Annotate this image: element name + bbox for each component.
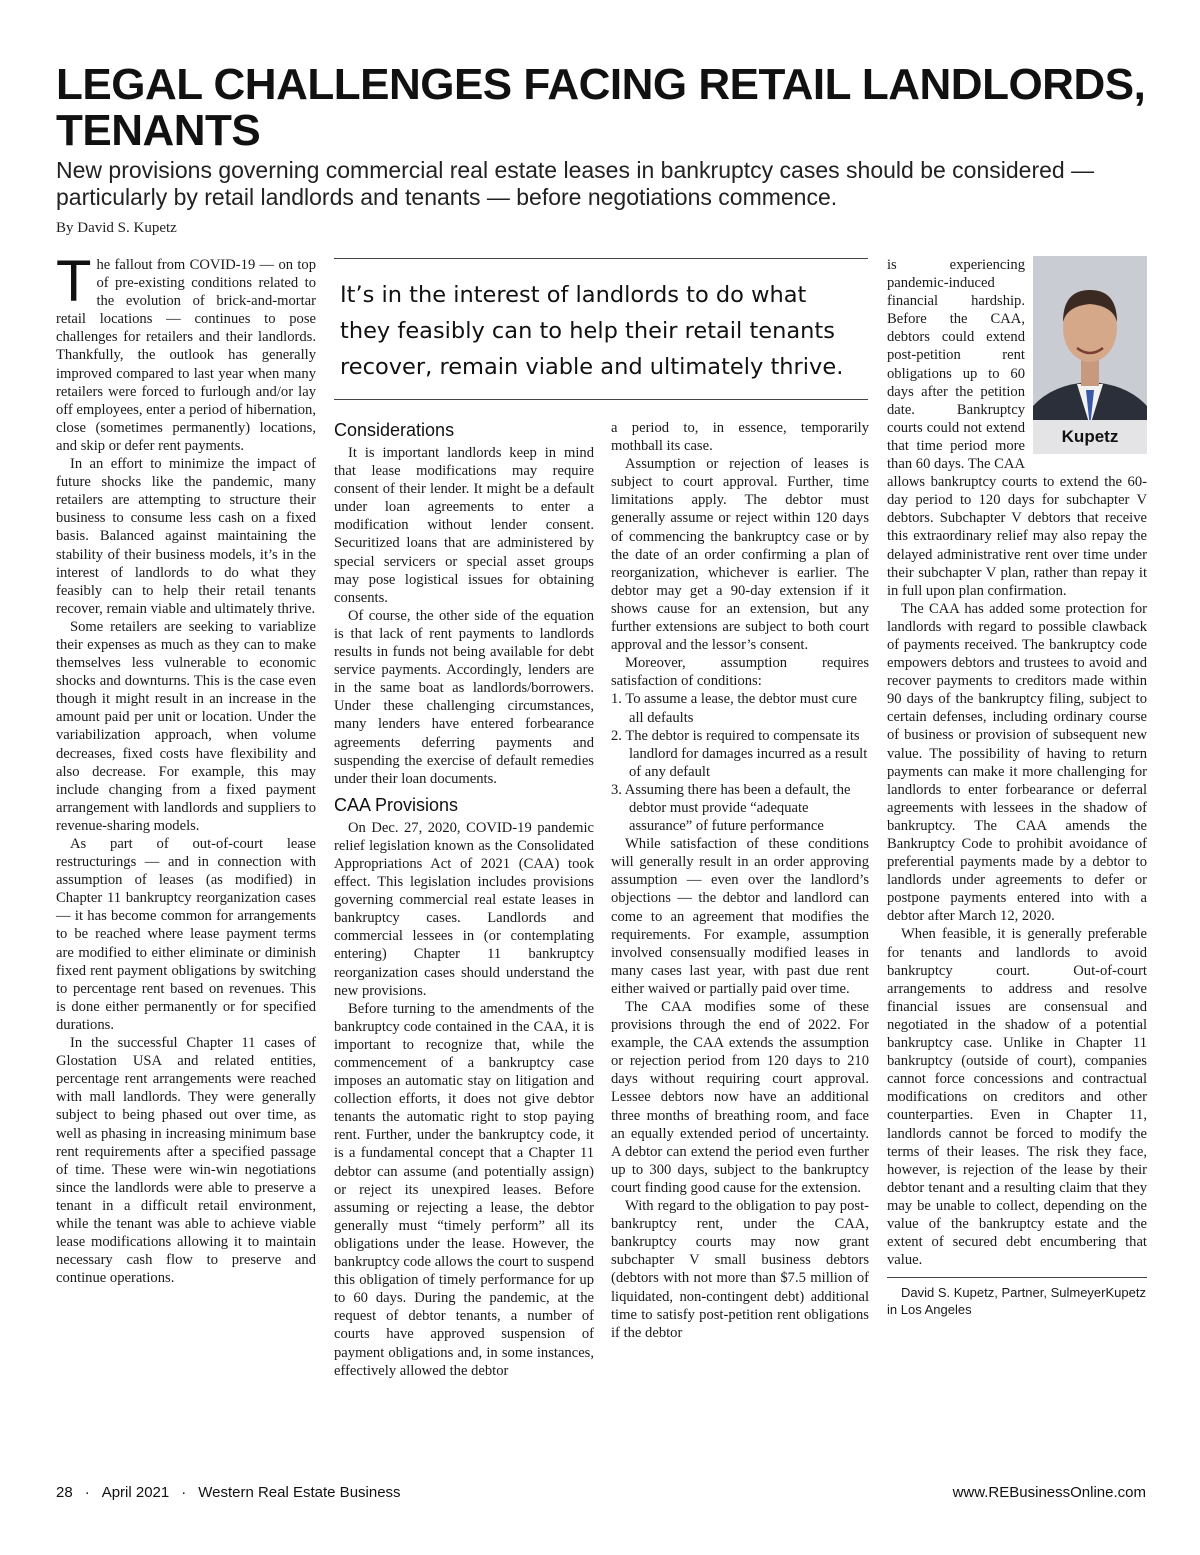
column-2	[334, 419, 594, 1380]
paragraph: The fallout from COVID-19 — on top of pre-existing conditions related to the evolution of brick-and-mortar retail locations — continues to pose challenges for retailers and their landlords. Thankfully, the outlook has generally improved compared to last year when many retailers were forced to furlough and/or lay off employees, enter a period of hibernation, close (sometimes permanently) locations, and skip or defer rent payments.	[56, 249, 316, 454]
pull-quote-text: It’s in the interest of landlords to do what they feasibly can to help their retail tenants recover, remain viable and ultimately thrive.	[340, 282, 844, 380]
publication-name: Western Real Estate Business	[198, 1484, 401, 1501]
paragraph: On Dec. 27, 2020, COVID-19 pandemic relief legislation known as the Consolidated Appropriations Act of 2021 (CAA) took effect. This legislation includes provisions governing commercial real estate leases in bankruptcy cases. Landlords and commercial lessees in (or contemplating entering) Chapter 11 bankruptcy reorganization cases should understand the new provisions.	[334, 819, 594, 999]
byline: By David S. Kupetz	[56, 220, 177, 236]
author-bio: David S. Kupetz, Partner, SulmeyerKupetz in Los Angeles	[887, 1285, 1146, 1318]
divider	[887, 1277, 1147, 1278]
footer-left: 28 · April 2021 · Western Real Estate Business	[56, 1484, 401, 1501]
pull-quote	[334, 258, 868, 400]
conditions-list	[611, 690, 869, 835]
list-item: 2. The debtor is required to compensate its landlord for damages incurred as a result of any default	[611, 727, 868, 780]
paragraph: It is important landlords keep in mind that lease modifications may require consent of their lender. It might be a default under loan agreements to enter a modification without lender consent. Securitized loans that are administered by special servicers or special asset groups may pose logistical issues for obtaining consents.	[334, 445, 594, 606]
website-url: www.REBusinessOnline.com	[952, 1484, 1146, 1501]
page-number: 28	[56, 1484, 73, 1501]
section-heading-considerations: Considerations	[334, 420, 455, 440]
paragraph: As part of out-of-court lease restructurings — and in connection with assumption of leases (as modified) in Chapter 11 bankruptcy reorganization cases — it has become common for arrangements to be reached where lease payment terms are modified to either eliminate or diminish fixed rent payment obligations by switching to percentage rent based on revenues. This is done either permanently or for specified durations.	[56, 836, 316, 1033]
paragraph: is experiencing pandemic-induced financial hardship. Before the CAA, debtors could extend post-petition rent obligations up to 60 days after the petition date. Bankruptcy courts could not extend that time period more than 60 days. The CAA allows bankruptcy courts to extend the 60-day period to 120 days for subchapter V debtors. Subchapter V debtors that receive this extraordinary relief may also repay the delayed administrative rent over time under their subchapter V plan, rather than repay it in full upon plan confirmation.	[887, 257, 1147, 599]
paragraph: With regard to the obligation to pay post-bankruptcy rent, under the CAA, bankruptcy courts may now grant subchapter V small business debtors (debtors with not more than $7.5 million of liquidated, non-contingent debt) additional time to satisfy post-petition rent obligations if the debtor	[611, 1198, 869, 1341]
paragraph: Of course, the other side of the equation is that lack of rent payments to landlords results in funds not being available for debt service payments. Accordingly, lenders are in the same boat as landlords/borrowers. Under these challenging circumstances, many lenders have entered forbearance agreements deferring payments and suspending the exercise of default remedies under their loan documents.	[334, 607, 594, 787]
section-heading-caa-provisions: CAA Provisions	[334, 794, 459, 815]
issue-date: April 2021	[101, 1484, 170, 1501]
photo-caption: Kupetz	[1033, 420, 1147, 454]
paragraph: The CAA has added some protection for landlords with regard to possible clawback of payments received. The bankruptcy code empowers debtors and trustees to avoid and recover payments to creditors made within 90 days of the bankruptcy filing, subject to certain defenses, including ordinary course of business or provision of subsequent new value. The possibility of having to return payments can make it more challenging for landlords to enter forbearance or deferral agreements with lessees in the shadow of bankruptcy. The CAA amends the Bankruptcy Code to prohibit avoidance of preferential payments made by a debtor to landlords under agreements to defer or postpone payments entered into with a debtor after March 12, 2020.	[887, 600, 1147, 925]
paragraph: a period to, in essence, temporarily mothball its case.	[611, 420, 869, 455]
paragraph: Before turning to the amendments of the bankruptcy code contained in the CAA, it is important to recognize that, while the commencement of a bankruptcy case imposes an automatic stay on litigation and collection efforts, it does not give debtor tenants the automatic right to stop paying rent. Further, under the bankruptcy code, it is a fundamental concept that a Chapter 11 debtor can assume (and potentially assign) or reject its unexpired leases. Before assuming or rejecting a lease, the debtor generally must “timely perform” all its obligations under the lease. However, the bankruptcy code allows the court to suspend this obligation of timely performance for up to 60 days. During the pandemic, at the request of debtor tenants, a number of courts have approved suspension of payment obligations and, in some instances, effectively allowed the debtor	[334, 1000, 594, 1379]
paragraph: When feasible, it is generally preferable for tenants and landlords to avoid bankruptcy court. Out-of-court arrangements to address and resolve financial issues are consensual and negotiated in the shadow of a potential bankruptcy case. Unlike in Chapter 11 bankruptcy (outside of court), companies cannot force concessions and contractual modifications on creditors and other counterparties. Even in Chapter 11, landlords cannot be forced to modify the terms of their leases. The risk they face, however, is rejection of the lease by their debtor tenant and a resulting claim that they may be unable to collect, depending on the value of the bankruptcy estate and the extent of secured debt encumbering that value.	[887, 926, 1147, 1269]
author-photo	[1033, 256, 1147, 454]
list-item: 1. To assume a lease, the debtor must cure all defaults	[611, 691, 857, 726]
paragraph: Some retailers are seeking to variablize their expenses as much as they can to make themselves less vulnerable to economic shocks and downturns. This is the case even though it might result in an increase in the amount paid per unit or location. Under the variabilization approach, when volume decreases, fixed costs have flexibility and also decrease. For example, this may include changing from a fixed payment arrangement with landlords and suppliers to revenue-sharing models.	[56, 618, 316, 834]
paragraph: While satisfaction of these conditions will generally result in an order approving assumption — even over the landlord’s objections — the debtor and landlord can come to an agreement that modifies the requirements. For example, assumption involved consensually modified leases in many cases last year, with past due rent either waived or partially paid over time.	[611, 836, 869, 997]
column-1	[56, 249, 316, 1287]
column-4	[887, 256, 1147, 1318]
deck: New provisions governing commercial real estate leases in bankruptcy cases should be considered — particularly by retail landlords and tenants — before negotiations commence.	[56, 157, 1095, 210]
headline: LEGAL CHALLENGES FACING RETAIL LANDLORDS, TENANTS	[56, 60, 1146, 155]
list-item: 3. Assuming there has been a default, the debtor must provide “adequate assurance” of future performance	[611, 781, 851, 835]
paragraph: Assumption or rejection of leases is subject to court approval. Further, time limitations apply. The debtor must generally assume or reject within 120 days of commencing the bankruptcy case or by the date of an order confirming a plan of reorganization, whichever is earlier. The debtor may get a 90-day extension if it shows cause for an extension, but any further extensions are subject to both court approval and the lessor’s consent.	[611, 456, 869, 654]
paragraph: In the successful Chapter 11 cases of Glostation USA and related entities, percentage rent arrangements were reached with mall landlords. They were generally subject to being phased out over time, as well as phasing in increasing minimum base rent requirements after a specified passage of time. These were win-win negotiations since the landlords were able to preserve a tenant in a difficult retail environment, while the tenant was able to achieve viable lease modifications allowing it to maintain necessary cash flow to preserve and continue operations.	[56, 1035, 316, 1287]
paragraph: The CAA modifies some of these provisions through the end of 2022. For example, the CAA extends the assumption or rejection period from 120 days to 210 days without requiring court approval. Lessee debtors now have an additional three months of breathing room, and face an equally extended period of uncertainty. A debtor can extend the period even further up to 300 days, subject to the bankruptcy court finding good cause for the extension.	[611, 999, 869, 1196]
column-3	[611, 419, 869, 1342]
paragraph: Moreover, assumption requires satisfaction of conditions:	[611, 655, 869, 690]
paragraph: In an effort to minimize the impact of future shocks like the pandemic, many retailers are attempting to structure their business to consume less cash on a fixed basis. Balanced against maintaining the stability of their business models, it’s in the interest of landlords to do what they feasibly can to help their retail tenants recover, remain viable and ultimately thrive.	[56, 456, 316, 617]
drop-cap: T	[56, 249, 92, 314]
